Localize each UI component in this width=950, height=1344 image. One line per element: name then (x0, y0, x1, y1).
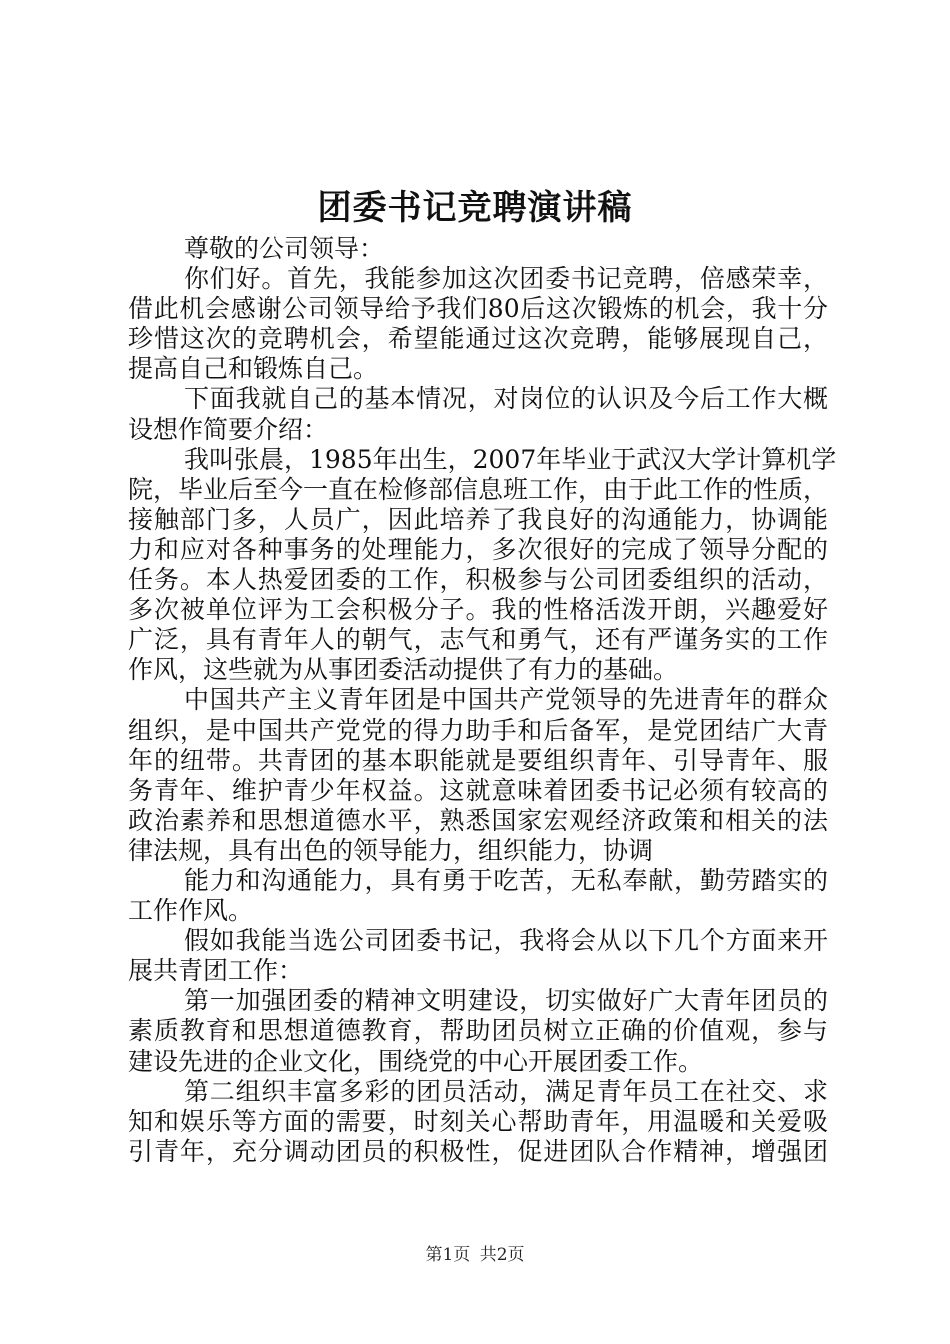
text-line: 素质教育和思想道德教育，帮助团员树立正确的价值观，参与 (128, 1016, 828, 1046)
text-line: 提高自己和锻炼自己。 (128, 354, 379, 384)
text-line: 建设先进的企业文化，围绕党的中心开展团委工作。 (128, 1046, 704, 1076)
text-line: 院，毕业后至今一直在检修部信息班工作，由于此工作的性质， (128, 474, 829, 504)
text-line: 工作作风。 (128, 896, 254, 926)
text-line: 你们好。首先，我能参加这次团委书记竞聘，倍感荣幸， (184, 264, 828, 294)
text-line: 任务。本人热爱团委的工作，积极参与公司团委组织的活动， (128, 565, 828, 595)
text-line: 珍惜这次的竞聘机会，希望能通过这次竞聘，能够展现自己， (128, 324, 828, 354)
text-line: 假如我能当选公司团委书记，我将会从以下几个方面来开 (184, 926, 828, 956)
text-line: 力和应对各种事务的处理能力，多次很好的完成了领导分配的 (128, 534, 828, 564)
text-line: 接触部门多，人员广，因此培养了我良好的沟通能力，协调能 (128, 504, 828, 534)
text-line: 设想作简要介绍： (128, 414, 329, 444)
text-line: 第一加强团委的精神文明建设，切实做好广大青年团员的 (184, 986, 828, 1016)
text-line: 引青年，充分调动团员的积极性，促进团队合作精神，增强团 (128, 1136, 828, 1166)
text-line: 组织，是中国共产党党的得力助手和后备军，是党团结广大青 (128, 715, 828, 745)
page-number: 第1页 (425, 1245, 471, 1265)
text-line: 展共青团工作： (128, 956, 304, 986)
page-footer (0, 1243, 950, 1267)
text-line: 能力和沟通能力，具有勇于吃苦，无私奉献，勤劳踏实的 (184, 865, 828, 895)
text-line: 律法规，具有出色的领导能力，组织能力，协调 (128, 835, 654, 865)
text-line: 广泛，具有青年人的朝气，志气和勇气，还有严谨务实的工作 (128, 625, 828, 655)
document-title: 团委书记竞聘演讲稿 (317, 188, 633, 228)
text-line: 下面我就自己的基本情况，对岗位的认识及今后工作大概 (184, 384, 828, 414)
text-line: 借此机会感谢公司领导给予我们80后这次锻炼的机会，我十分 (128, 294, 828, 324)
text-line: 务青年、维护青少年权益。这就意味着团委书记必须有较高的 (128, 775, 828, 805)
text-line: 中国共产主义青年团是中国共产党领导的先进青年的群众 (184, 685, 828, 715)
text-line: 知和娱乐等方面的需要，时刻关心帮助青年，用温暖和关爱吸 (128, 1106, 828, 1136)
document-body (128, 234, 837, 1167)
text-line: 尊敬的公司领导： (184, 234, 385, 263)
text-line: 政治素养和思想道德水平，熟悉国家宏观经济政策和相关的法 (128, 805, 828, 835)
text-line: 第二组织丰富多彩的团员活动，满足青年员工在社交、求 (184, 1076, 828, 1106)
text-line: 作风，这些就为从事团委活动提供了有力的基础。 (128, 655, 679, 685)
text-line: 我叫张晨，1985年出生，2007年毕业于武汉大学计算机学 (184, 444, 837, 474)
text-line: 年的纽带。共青团的基本职能就是要组织青年、引导青年、服 (128, 745, 828, 775)
text-line: 多次被单位评为工会积极分子。我的性格活泼开朗，兴趣爱好 (128, 595, 828, 625)
page-total: 共2页 (479, 1245, 525, 1265)
